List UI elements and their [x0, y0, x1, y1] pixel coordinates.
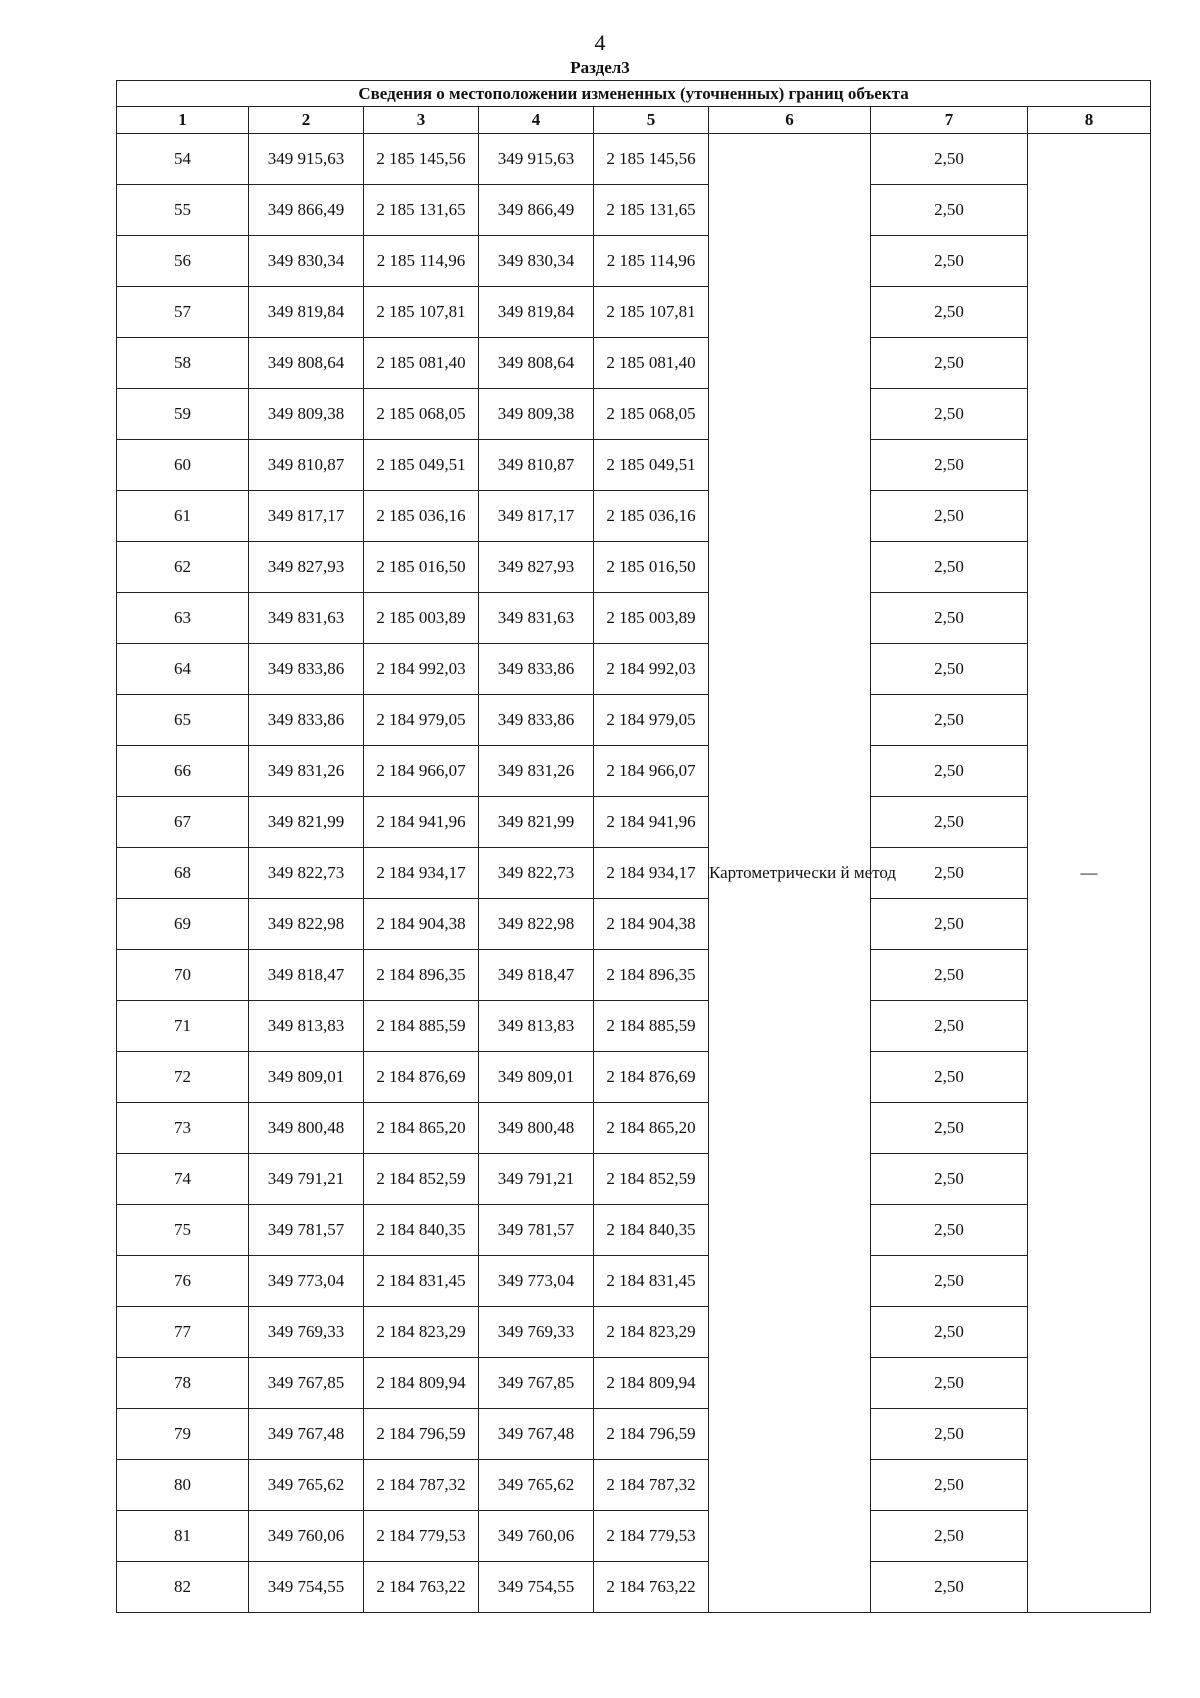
point-number-cell: 77: [117, 1307, 249, 1358]
y-new-cell: 2 185 081,40: [594, 338, 709, 389]
y-old-cell: 2 185 114,96: [364, 236, 479, 287]
y-old-cell: 2 184 876,69: [364, 1052, 479, 1103]
y-new-cell: 2 185 049,51: [594, 440, 709, 491]
x-new-cell: 349 827,93: [479, 542, 594, 593]
y-old-cell: 2 184 979,05: [364, 695, 479, 746]
table-row: [117, 797, 1151, 848]
x-new-cell: 349 831,26: [479, 746, 594, 797]
x-old-cell: 349 800,48: [249, 1103, 364, 1154]
point-number-cell: 61: [117, 491, 249, 542]
y-new-cell: 2 185 003,89: [594, 593, 709, 644]
table-row: [117, 1511, 1151, 1562]
x-old-cell: 349 830,34: [249, 236, 364, 287]
y-old-cell: 2 185 131,65: [364, 185, 479, 236]
table-caption-row: [117, 81, 1151, 107]
description-cell: —: [1028, 134, 1151, 1613]
x-new-cell: 349 819,84: [479, 287, 594, 338]
column-header: 3: [364, 107, 479, 134]
page-number: 4: [594, 30, 606, 55]
y-old-cell: 2 184 763,22: [364, 1562, 479, 1613]
x-new-cell: 349 813,83: [479, 1001, 594, 1052]
x-old-cell: 349 813,83: [249, 1001, 364, 1052]
column-header: 6: [709, 107, 871, 134]
x-new-cell: 349 781,57: [479, 1205, 594, 1256]
y-old-cell: 2 184 787,32: [364, 1460, 479, 1511]
table-row: [117, 1562, 1151, 1613]
accuracy-cell: 2,50: [871, 1409, 1028, 1460]
x-new-cell: 349 800,48: [479, 1103, 594, 1154]
accuracy-cell: 2,50: [871, 1562, 1028, 1613]
y-new-cell: 2 184 840,35: [594, 1205, 709, 1256]
point-number-cell: 79: [117, 1409, 249, 1460]
x-old-cell: 349 833,86: [249, 695, 364, 746]
y-old-cell: 2 184 904,38: [364, 899, 479, 950]
x-old-cell: 349 819,84: [249, 287, 364, 338]
x-old-cell: 349 817,17: [249, 491, 364, 542]
column-number-row: [117, 107, 1151, 134]
x-old-cell: 349 754,55: [249, 1562, 364, 1613]
y-old-cell: 2 185 036,16: [364, 491, 479, 542]
y-new-cell: 2 185 068,05: [594, 389, 709, 440]
x-new-cell: 349 765,62: [479, 1460, 594, 1511]
y-old-cell: 2 185 049,51: [364, 440, 479, 491]
y-old-cell: 2 184 823,29: [364, 1307, 479, 1358]
x-new-cell: 349 831,63: [479, 593, 594, 644]
point-number-cell: 56: [117, 236, 249, 287]
y-new-cell: 2 184 787,32: [594, 1460, 709, 1511]
accuracy-cell: 2,50: [871, 1460, 1028, 1511]
point-number-cell: 71: [117, 1001, 249, 1052]
x-new-cell: 349 817,17: [479, 491, 594, 542]
point-number-cell: 74: [117, 1154, 249, 1205]
table-row: [117, 1409, 1151, 1460]
y-old-cell: 2 184 885,59: [364, 1001, 479, 1052]
table-row: [117, 1154, 1151, 1205]
y-new-cell: 2 184 865,20: [594, 1103, 709, 1154]
x-new-cell: 349 809,38: [479, 389, 594, 440]
x-old-cell: 349 810,87: [249, 440, 364, 491]
y-old-cell: 2 185 003,89: [364, 593, 479, 644]
x-old-cell: 349 809,01: [249, 1052, 364, 1103]
table-row: [117, 1001, 1151, 1052]
y-new-cell: 2 185 131,65: [594, 185, 709, 236]
accuracy-cell: 2,50: [871, 797, 1028, 848]
y-new-cell: 2 184 904,38: [594, 899, 709, 950]
accuracy-cell: 2,50: [871, 1358, 1028, 1409]
y-old-cell: 2 184 966,07: [364, 746, 479, 797]
x-old-cell: 349 915,63: [249, 134, 364, 185]
table-row: [117, 1460, 1151, 1511]
y-old-cell: 2 184 809,94: [364, 1358, 479, 1409]
y-old-cell: 2 184 779,53: [364, 1511, 479, 1562]
accuracy-cell: 2,50: [871, 1256, 1028, 1307]
y-new-cell: 2 184 876,69: [594, 1052, 709, 1103]
y-new-cell: 2 184 823,29: [594, 1307, 709, 1358]
point-number-cell: 64: [117, 644, 249, 695]
x-old-cell: 349 827,93: [249, 542, 364, 593]
accuracy-cell: 2,50: [871, 491, 1028, 542]
x-new-cell: 349 808,64: [479, 338, 594, 389]
table-row: [117, 899, 1151, 950]
x-old-cell: 349 833,86: [249, 644, 364, 695]
x-old-cell: 349 765,62: [249, 1460, 364, 1511]
point-number-cell: 58: [117, 338, 249, 389]
table-row: [117, 185, 1151, 236]
x-new-cell: 349 818,47: [479, 950, 594, 1001]
y-old-cell: 2 184 865,20: [364, 1103, 479, 1154]
section-title: Раздел3: [570, 58, 630, 77]
point-number-cell: 65: [117, 695, 249, 746]
x-new-cell: 349 754,55: [479, 1562, 594, 1613]
x-old-cell: 349 769,33: [249, 1307, 364, 1358]
coordinates-table: [116, 80, 1151, 1613]
point-number-cell: 60: [117, 440, 249, 491]
point-number-cell: 80: [117, 1460, 249, 1511]
accuracy-cell: 2,50: [871, 440, 1028, 491]
accuracy-cell: 2,50: [871, 389, 1028, 440]
table-row: [117, 644, 1151, 695]
column-header: 4: [479, 107, 594, 134]
y-old-cell: 2 185 145,56: [364, 134, 479, 185]
x-new-cell: 349 830,34: [479, 236, 594, 287]
x-old-cell: 349 831,63: [249, 593, 364, 644]
x-new-cell: 349 822,73: [479, 848, 594, 899]
point-number-cell: 75: [117, 1205, 249, 1256]
accuracy-cell: 2,50: [871, 848, 1028, 899]
y-old-cell: 2 184 941,96: [364, 797, 479, 848]
x-old-cell: 349 818,47: [249, 950, 364, 1001]
table-row: [117, 338, 1151, 389]
table-row: [117, 1358, 1151, 1409]
point-number-cell: 76: [117, 1256, 249, 1307]
point-number-cell: 67: [117, 797, 249, 848]
x-new-cell: 349 767,85: [479, 1358, 594, 1409]
accuracy-cell: 2,50: [871, 134, 1028, 185]
y-new-cell: 2 184 941,96: [594, 797, 709, 848]
y-old-cell: 2 184 934,17: [364, 848, 479, 899]
accuracy-cell: 2,50: [871, 1511, 1028, 1562]
point-number-cell: 63: [117, 593, 249, 644]
column-header: 2: [249, 107, 364, 134]
accuracy-cell: 2,50: [871, 644, 1028, 695]
point-number-cell: 81: [117, 1511, 249, 1562]
point-number-cell: 82: [117, 1562, 249, 1613]
x-new-cell: 349 866,49: [479, 185, 594, 236]
x-old-cell: 349 809,38: [249, 389, 364, 440]
point-number-cell: 73: [117, 1103, 249, 1154]
accuracy-cell: 2,50: [871, 695, 1028, 746]
point-number-cell: 54: [117, 134, 249, 185]
y-new-cell: 2 184 763,22: [594, 1562, 709, 1613]
table-row: [117, 746, 1151, 797]
table-row: [117, 491, 1151, 542]
x-new-cell: 349 760,06: [479, 1511, 594, 1562]
table-row: [117, 1103, 1151, 1154]
x-old-cell: 349 822,98: [249, 899, 364, 950]
accuracy-cell: 2,50: [871, 1205, 1028, 1256]
table-row: [117, 287, 1151, 338]
x-new-cell: 349 833,86: [479, 644, 594, 695]
accuracy-cell: 2,50: [871, 185, 1028, 236]
accuracy-cell: 2,50: [871, 338, 1028, 389]
accuracy-cell: 2,50: [871, 899, 1028, 950]
y-old-cell: 2 184 852,59: [364, 1154, 479, 1205]
table-row: [117, 950, 1151, 1001]
x-old-cell: 349 822,73: [249, 848, 364, 899]
x-new-cell: 349 809,01: [479, 1052, 594, 1103]
y-new-cell: 2 185 107,81: [594, 287, 709, 338]
table-row: [117, 593, 1151, 644]
y-new-cell: 2 184 979,05: [594, 695, 709, 746]
point-number-cell: 69: [117, 899, 249, 950]
y-old-cell: 2 184 831,45: [364, 1256, 479, 1307]
x-new-cell: 349 810,87: [479, 440, 594, 491]
y-new-cell: 2 184 796,59: [594, 1409, 709, 1460]
point-number-cell: 57: [117, 287, 249, 338]
column-header: 8: [1028, 107, 1151, 134]
table-row: [117, 1256, 1151, 1307]
accuracy-cell: 2,50: [871, 1103, 1028, 1154]
accuracy-cell: 2,50: [871, 950, 1028, 1001]
accuracy-cell: 2,50: [871, 1307, 1028, 1358]
y-old-cell: 2 184 992,03: [364, 644, 479, 695]
column-header: 5: [594, 107, 709, 134]
table-row: [117, 695, 1151, 746]
y-new-cell: 2 184 809,94: [594, 1358, 709, 1409]
y-new-cell: 2 185 114,96: [594, 236, 709, 287]
point-number-cell: 68: [117, 848, 249, 899]
accuracy-cell: 2,50: [871, 1154, 1028, 1205]
accuracy-cell: 2,50: [871, 236, 1028, 287]
point-number-cell: 70: [117, 950, 249, 1001]
method-cell: Картометрически й метод: [709, 134, 871, 1613]
table-body: [117, 134, 1151, 1613]
accuracy-cell: 2,50: [871, 287, 1028, 338]
y-old-cell: 2 184 896,35: [364, 950, 479, 1001]
point-number-cell: 66: [117, 746, 249, 797]
y-old-cell: 2 185 016,50: [364, 542, 479, 593]
x-new-cell: 349 821,99: [479, 797, 594, 848]
y-new-cell: 2 185 145,56: [594, 134, 709, 185]
x-new-cell: 349 833,86: [479, 695, 594, 746]
x-old-cell: 349 808,64: [249, 338, 364, 389]
accuracy-cell: 2,50: [871, 746, 1028, 797]
point-number-cell: 55: [117, 185, 249, 236]
y-new-cell: 2 185 016,50: [594, 542, 709, 593]
point-number-cell: 59: [117, 389, 249, 440]
y-new-cell: 2 184 852,59: [594, 1154, 709, 1205]
x-old-cell: 349 791,21: [249, 1154, 364, 1205]
x-new-cell: 349 791,21: [479, 1154, 594, 1205]
y-new-cell: 2 184 896,35: [594, 950, 709, 1001]
column-header: 7: [871, 107, 1028, 134]
y-old-cell: 2 185 068,05: [364, 389, 479, 440]
x-old-cell: 349 767,48: [249, 1409, 364, 1460]
y-new-cell: 2 184 966,07: [594, 746, 709, 797]
y-new-cell: 2 184 934,17: [594, 848, 709, 899]
x-new-cell: 349 822,98: [479, 899, 594, 950]
accuracy-cell: 2,50: [871, 593, 1028, 644]
x-old-cell: 349 767,85: [249, 1358, 364, 1409]
table-row: [117, 1052, 1151, 1103]
y-old-cell: 2 184 796,59: [364, 1409, 479, 1460]
x-new-cell: 349 769,33: [479, 1307, 594, 1358]
table-row: [117, 134, 1151, 185]
table-row: [117, 1205, 1151, 1256]
point-number-cell: 78: [117, 1358, 249, 1409]
x-new-cell: 349 773,04: [479, 1256, 594, 1307]
x-old-cell: 349 781,57: [249, 1205, 364, 1256]
accuracy-cell: 2,50: [871, 1052, 1028, 1103]
table-row: [117, 389, 1151, 440]
table-row: [117, 236, 1151, 287]
x-old-cell: 349 760,06: [249, 1511, 364, 1562]
x-old-cell: 349 821,99: [249, 797, 364, 848]
point-number-cell: 62: [117, 542, 249, 593]
x-new-cell: 349 767,48: [479, 1409, 594, 1460]
accuracy-cell: 2,50: [871, 542, 1028, 593]
x-new-cell: 349 915,63: [479, 134, 594, 185]
y-old-cell: 2 185 107,81: [364, 287, 479, 338]
table-row: [117, 848, 1151, 899]
column-header: 1: [117, 107, 249, 134]
accuracy-cell: 2,50: [871, 1001, 1028, 1052]
table-row: [117, 440, 1151, 491]
y-new-cell: 2 184 885,59: [594, 1001, 709, 1052]
y-new-cell: 2 185 036,16: [594, 491, 709, 542]
point-number-cell: 72: [117, 1052, 249, 1103]
y-old-cell: 2 185 081,40: [364, 338, 479, 389]
x-old-cell: 349 866,49: [249, 185, 364, 236]
table-row: [117, 1307, 1151, 1358]
y-new-cell: 2 184 779,53: [594, 1511, 709, 1562]
x-old-cell: 349 773,04: [249, 1256, 364, 1307]
y-new-cell: 2 184 831,45: [594, 1256, 709, 1307]
table-caption: Сведения о местоположении измененных (уточненных) границ объекта: [117, 81, 1151, 107]
x-old-cell: 349 831,26: [249, 746, 364, 797]
y-old-cell: 2 184 840,35: [364, 1205, 479, 1256]
y-new-cell: 2 184 992,03: [594, 644, 709, 695]
table-row: [117, 542, 1151, 593]
